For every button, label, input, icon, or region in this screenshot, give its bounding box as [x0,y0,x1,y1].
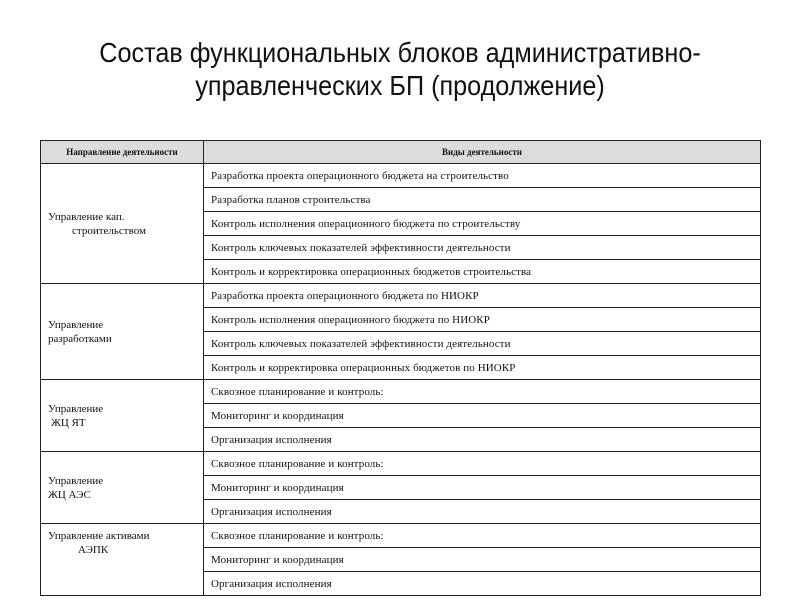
table-row [41,452,761,476]
table-row [41,284,761,308]
activity-cell: Сквозное планирование и контроль: [204,452,761,476]
activity-cell: Мониторинг и координация [204,476,761,500]
activity-cell: Организация исполнения [204,428,761,452]
activity-cell: Сквозное планирование и контроль: [204,380,761,404]
activity-cell: Мониторинг и координация [204,404,761,428]
activity-cell: Контроль исполнения операционного бюджета по НИОКР [204,308,761,332]
direction-cell: Управление разработками [41,284,204,380]
activity-cell: Организация исполнения [204,572,761,596]
activity-cell: Разработка проекта операционного бюджета по НИОКР [204,284,761,308]
title-line-1: Состав функциональных блоков административно- [99,37,701,68]
direction-cell: Управление ЖЦ ЯТ [41,380,204,452]
table-header-row [41,141,761,164]
activity-cell: Контроль и корректировка операционных бюджетов строительства [204,260,761,284]
direction-cell: Управление кап. строительством [41,164,204,284]
activity-cell: Контроль ключевых показателей эффективности деятельности [204,236,761,260]
title-line-2: управленческих БП (продолжение) [195,70,605,101]
activity-cell: Разработка проекта операционного бюджета на строительство [204,164,761,188]
activity-cell: Разработка планов строительства [204,188,761,212]
activity-cell: Организация исполнения [204,500,761,524]
direction-cell: Управление активами АЭПК [41,524,204,596]
activity-cell: Сквозное планирование и контроль: [204,524,761,548]
header-activities: Виды деятельности [204,141,761,164]
table-row [41,524,761,548]
activity-cell: Контроль и корректировка операционных бюджетов по НИОКР [204,356,761,380]
direction-cell: Управление ЖЦ АЭС [41,452,204,524]
activity-cell: Мониторинг и координация [204,548,761,572]
activity-cell: Контроль ключевых показателей эффективности деятельности [204,332,761,356]
table-row [41,164,761,188]
activity-cell: Контроль исполнения операционного бюджета по строительству [204,212,761,236]
slide-title [40,36,760,102]
functional-blocks-table [40,140,761,596]
table-row [41,380,761,404]
header-direction: Направление деятельности [41,141,204,164]
